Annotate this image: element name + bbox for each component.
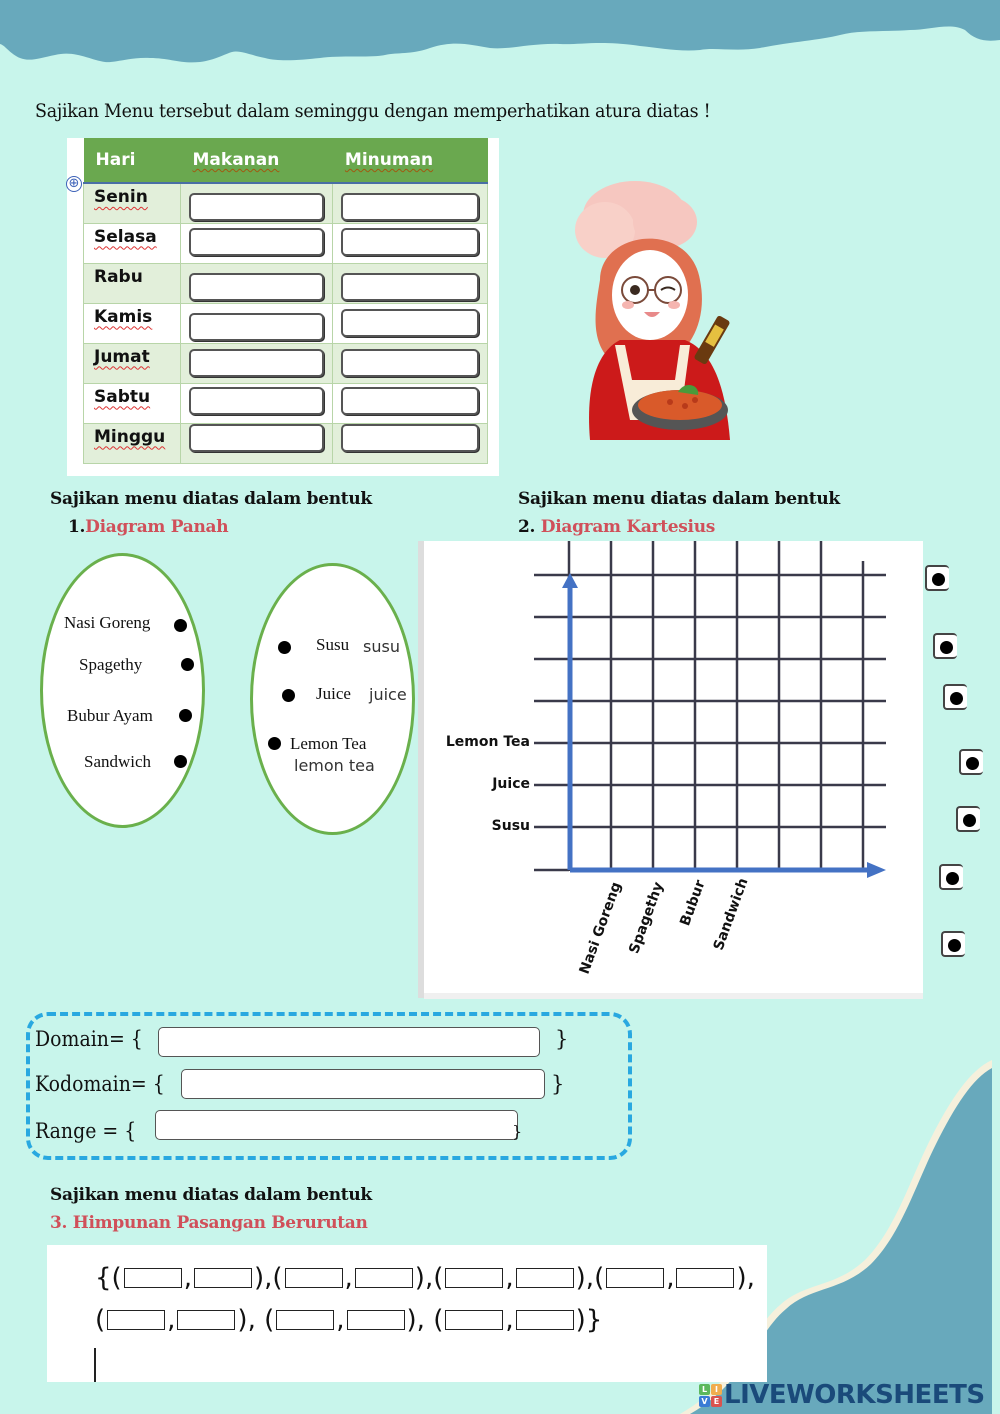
domain-label: Domain= { — [35, 1027, 143, 1051]
range-label: Range = { — [35, 1119, 137, 1143]
drag-point-handle[interactable] — [956, 806, 980, 832]
makanan-input-minggu[interactable] — [189, 424, 324, 452]
domain-item-label: Sandwich — [84, 752, 152, 771]
pair-input[interactable] — [516, 1310, 574, 1330]
codomain-dot — [278, 641, 291, 654]
makanan-input-senin[interactable] — [189, 193, 324, 221]
pair-input[interactable] — [347, 1310, 405, 1330]
codomain-dot — [268, 737, 281, 750]
codomain-dot — [282, 689, 295, 702]
x-axis-label: Bubur — [677, 878, 710, 929]
pair-input[interactable] — [516, 1268, 574, 1288]
domain-input[interactable] — [158, 1027, 540, 1057]
range-input[interactable] — [155, 1110, 518, 1140]
logo-icon: L I V E — [699, 1384, 722, 1407]
ordered-pairs-line-2: ( , ), ( , ), ( , )} — [95, 1305, 603, 1335]
section2-heading: Sajikan menu diatas dalam bentuk — [518, 489, 840, 509]
table-row — [84, 183, 488, 223]
day-cell: Senin — [84, 183, 181, 223]
header-minuman: Minuman — [333, 138, 488, 183]
cartesian-status-bar — [424, 993, 923, 999]
codomain-item-alt: juice — [369, 685, 407, 704]
codomain-item-alt: lemon tea — [294, 756, 375, 775]
kodomain-close-brace: } — [551, 1072, 565, 1096]
logo-text: LIVEWORKSHEETS — [724, 1380, 985, 1410]
y-axis-label: Susu — [491, 818, 530, 834]
day-cell: Selasa — [84, 223, 181, 263]
text-cursor — [94, 1348, 96, 1382]
minuman-input-kamis[interactable] — [341, 309, 479, 337]
liveworksheets-logo[interactable] — [699, 1380, 985, 1410]
pair-input[interactable] — [177, 1310, 235, 1330]
pair-input[interactable] — [285, 1268, 343, 1288]
section1-heading: Sajikan menu diatas dalam bentuk — [50, 489, 372, 509]
section3-heading: Sajikan menu diatas dalam bentuk — [50, 1185, 372, 1205]
x-axis-label: Sandwich — [711, 876, 753, 953]
domain-dot — [181, 658, 194, 671]
table-row — [84, 263, 488, 303]
pair-input[interactable] — [676, 1268, 734, 1288]
range-close-brace: } — [512, 1122, 523, 1141]
codomain-item-label: Lemon Tea — [290, 734, 367, 753]
domain-ellipse — [40, 553, 205, 828]
day-cell: Jumat — [84, 343, 181, 383]
kodomain-label: Kodomain= { — [35, 1072, 165, 1096]
drag-point-handle[interactable] — [941, 931, 965, 957]
instruction-text: Sajikan Menu tersebut dalam seminggu dengan memperhatikan atura diatas ! — [35, 100, 711, 122]
pair-input[interactable] — [445, 1310, 503, 1330]
menu-table-container — [67, 138, 499, 476]
domain-dot — [174, 755, 187, 768]
drag-point-handle[interactable] — [933, 633, 957, 659]
domain-dot — [179, 709, 192, 722]
table-move-anchor-icon: ⊕ — [66, 176, 82, 192]
drag-point-handle[interactable] — [943, 684, 967, 710]
domain-item-label: Nasi Goreng — [64, 613, 151, 632]
drag-point-handle[interactable] — [925, 565, 949, 591]
section2-title: 2. Diagram Kartesius — [518, 517, 716, 537]
table-row — [84, 383, 488, 423]
domain-dot — [174, 619, 187, 632]
codomain-item-alt: susu — [363, 637, 400, 656]
makanan-input-selasa[interactable] — [189, 228, 324, 256]
minuman-input-selasa[interactable] — [341, 228, 479, 256]
minuman-input-senin[interactable] — [341, 193, 479, 221]
cartesian-grid — [424, 541, 923, 998]
table-row — [84, 223, 488, 263]
pair-input[interactable] — [124, 1268, 182, 1288]
menu-table — [83, 138, 488, 464]
chef-illustration — [560, 160, 760, 445]
domain-item-label: Bubur Ayam — [67, 706, 153, 725]
header-hari: Hari — [84, 138, 181, 183]
minuman-input-sabtu[interactable] — [341, 387, 479, 415]
minuman-input-jumat[interactable] — [341, 349, 479, 377]
domain-close-brace: } — [555, 1027, 569, 1051]
pair-input[interactable] — [276, 1310, 334, 1330]
section3-title: 3. Himpunan Pasangan Berurutan — [50, 1213, 368, 1233]
table-row — [84, 423, 488, 463]
makanan-input-rabu[interactable] — [189, 273, 324, 301]
domain-item-label: Spagethy — [79, 655, 143, 674]
makanan-input-sabtu[interactable] — [189, 387, 324, 415]
codomain-item-label: Juice — [316, 684, 351, 703]
table-row — [84, 343, 488, 383]
pair-input[interactable] — [194, 1268, 252, 1288]
makanan-input-jumat[interactable] — [189, 349, 324, 377]
codomain-item-label: Susu — [316, 635, 350, 654]
pair-input[interactable] — [445, 1268, 503, 1288]
table-row — [84, 303, 488, 343]
drag-point-handle[interactable] — [939, 864, 963, 890]
ordered-pairs-panel — [47, 1245, 767, 1382]
makanan-input-kamis[interactable] — [189, 313, 324, 341]
pair-input[interactable] — [107, 1310, 165, 1330]
x-axis-label: Spagethy — [626, 880, 668, 956]
ordered-pairs-line-1: {( , ), ( , ), ( , ), ( , ), — [95, 1263, 755, 1293]
y-axis-label: Lemon Tea — [445, 734, 530, 750]
pair-input[interactable] — [606, 1268, 664, 1288]
day-cell: Sabtu — [84, 383, 181, 423]
kodomain-input[interactable] — [181, 1069, 545, 1099]
minuman-input-rabu[interactable] — [341, 273, 479, 301]
top-wave-decoration — [0, 0, 1000, 70]
pair-input[interactable] — [355, 1268, 413, 1288]
header-makanan: Makanan — [181, 138, 333, 183]
y-axis-label: Juice — [492, 776, 530, 792]
x-axis-label: Nasi Goreng — [576, 880, 626, 977]
day-cell: Minggu — [84, 423, 181, 463]
day-cell: Kamis — [84, 303, 181, 343]
day-cell: Rabu — [84, 263, 181, 303]
drag-point-handle[interactable] — [959, 749, 983, 775]
section1-title: 1.Diagram Panah — [68, 517, 229, 537]
minuman-input-minggu[interactable] — [341, 424, 479, 452]
